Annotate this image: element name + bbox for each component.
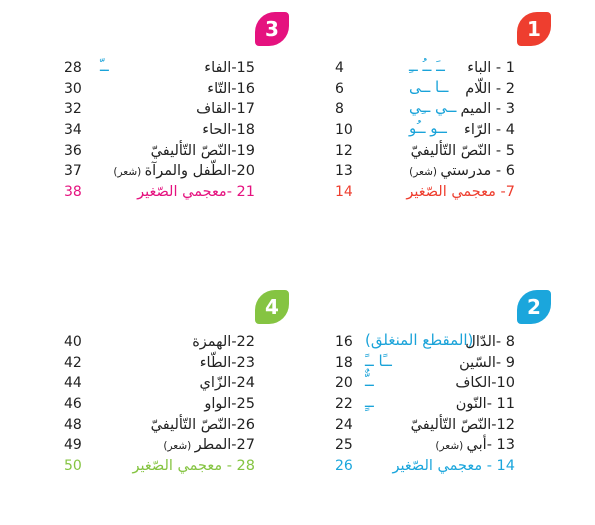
vowel-marks: ــًا ــً — [365, 351, 392, 370]
page-number: 34 — [64, 122, 82, 139]
page-number: 20 — [335, 375, 353, 392]
vowel-marks: (المقطع المنغلق) — [365, 331, 474, 349]
toc-row[interactable] — [325, 99, 515, 120]
lesson-title: 13 -أبي (شعر) — [435, 437, 515, 454]
toc-row[interactable] — [325, 353, 515, 374]
lesson-title: 2 - اللّام — [465, 80, 515, 97]
page-number: 25 — [335, 437, 353, 454]
page-number: 48 — [64, 416, 82, 433]
lesson-title: 6 - مدرستي (شعر) — [409, 163, 515, 180]
toc-row[interactable] — [325, 120, 515, 141]
page-number: 28 — [64, 60, 82, 76]
lesson-title: 21 -معجمي الصّغير — [137, 184, 255, 201]
poem-note: (شعر) — [435, 440, 467, 453]
page-number: 37 — [64, 163, 82, 180]
poem-note: (شعر) — [409, 166, 441, 179]
page-number: 38 — [64, 184, 82, 201]
lesson-title: 27-المطر (شعر) — [163, 437, 255, 454]
toc-row[interactable] — [60, 435, 255, 456]
toc-row[interactable] — [325, 456, 515, 477]
toc-row[interactable] — [325, 161, 515, 182]
toc-row[interactable] — [325, 435, 515, 456]
vowel-marks: ــا ــى — [409, 77, 449, 96]
lesson-title: 28 - معجمي الصّغير — [132, 458, 255, 475]
page-number: 16 — [335, 334, 353, 350]
page-number: 49 — [64, 437, 82, 454]
toc-row[interactable] — [325, 373, 515, 394]
lesson-title: 10-الكاف — [455, 375, 515, 392]
page-number: 13 — [335, 163, 353, 180]
page-number: 40 — [64, 334, 82, 350]
vowel-marks: ــَ ــُ ــِ — [409, 57, 445, 75]
unit-list-4 — [60, 332, 255, 477]
page-number: 24 — [335, 416, 353, 433]
lesson-title: 9 -السّين — [459, 354, 515, 371]
unit-list-3 — [60, 58, 255, 203]
lesson-title: 16-التّاء — [207, 80, 255, 97]
toc-row[interactable] — [60, 373, 255, 394]
toc-row[interactable] — [60, 99, 255, 120]
lesson-title: 1 - الباء — [467, 60, 515, 76]
page-number: 30 — [64, 80, 82, 97]
lesson-title: 12-النّصّ التّأليفيّ — [410, 416, 515, 433]
toc-row[interactable] — [60, 141, 255, 162]
lesson-title: 24-الزّاي — [199, 375, 255, 392]
lesson-title: 17-القاف — [196, 101, 255, 118]
vowel-marks: ــي ــِي — [409, 98, 457, 117]
toc-row[interactable] — [60, 456, 255, 477]
vowel-marks: ــّ — [100, 57, 109, 75]
lesson-title: 18-الحاء — [202, 122, 255, 139]
lesson-title: 7- معجمي الصّغير — [406, 184, 515, 201]
toc-row[interactable] — [325, 79, 515, 100]
poem-note: (شعر) — [113, 166, 145, 179]
vowel-marks: ــٍ — [365, 393, 374, 412]
page-number: 10 — [335, 122, 353, 139]
lesson-title: 8 -الدّال — [465, 334, 515, 350]
lesson-title: 19-النّصّ التّأليفيّ — [150, 142, 255, 159]
lesson-title: 3 - الميم — [460, 101, 515, 118]
unit-badge-1: 1 — [517, 12, 551, 46]
lesson-title: 11 -النّون — [455, 396, 515, 413]
lesson-title: 25-الواو — [204, 396, 255, 413]
lesson-title: 26-النّصّ التّأليفيّ — [150, 416, 255, 433]
toc-row[interactable] — [325, 415, 515, 436]
toc-row[interactable] — [60, 332, 255, 353]
page-number: 46 — [64, 396, 82, 413]
toc-row[interactable] — [60, 120, 255, 141]
unit-badge-4: 4 — [255, 290, 289, 324]
lesson-title: 20-الطّفل والمرآة (شعر) — [113, 163, 255, 180]
toc-row[interactable] — [325, 332, 515, 353]
page-number: 44 — [64, 375, 82, 392]
page-number: 14 — [335, 184, 353, 201]
unit-list-2 — [325, 332, 515, 477]
toc-row[interactable] — [60, 353, 255, 374]
toc-row[interactable] — [60, 79, 255, 100]
page-number: 6 — [335, 80, 344, 97]
lesson-title: 15-الفاء — [204, 60, 255, 76]
page-number: 36 — [64, 142, 82, 159]
page-number: 12 — [335, 142, 353, 159]
page-number: 26 — [335, 458, 353, 475]
unit-list-1 — [325, 58, 515, 203]
toc-row[interactable] — [325, 141, 515, 162]
page-number: 22 — [335, 396, 353, 413]
page-number: 42 — [64, 354, 82, 371]
page-number: 4 — [335, 60, 344, 76]
unit-badge-2: 2 — [517, 290, 551, 324]
page-number: 18 — [335, 354, 353, 371]
toc-row[interactable] — [60, 182, 255, 203]
unit-badge-3: 3 — [255, 12, 289, 46]
page-number: 32 — [64, 101, 82, 118]
lesson-title: 4 - الرّاء — [464, 122, 515, 139]
toc-row[interactable] — [60, 58, 255, 79]
lesson-title: 22-الهمزة — [192, 334, 255, 350]
lesson-title: 23-الطّاء — [199, 354, 255, 371]
toc-row[interactable] — [325, 58, 515, 79]
toc-row[interactable] — [60, 161, 255, 182]
lesson-title: 14 - معجمي الصّغير — [392, 458, 515, 475]
toc-row[interactable] — [325, 394, 515, 415]
vowel-marks: ــو ــُو — [409, 119, 447, 138]
toc-row[interactable] — [60, 394, 255, 415]
vowel-marks: ــٌّ — [365, 372, 374, 391]
page-number: 8 — [335, 101, 344, 118]
page-number: 50 — [64, 458, 82, 475]
lesson-title: 5 - النّصّ التّأليفيّ — [410, 142, 515, 159]
poem-note: (شعر) — [163, 440, 195, 453]
toc-row[interactable] — [325, 182, 515, 203]
toc-row[interactable] — [60, 415, 255, 436]
